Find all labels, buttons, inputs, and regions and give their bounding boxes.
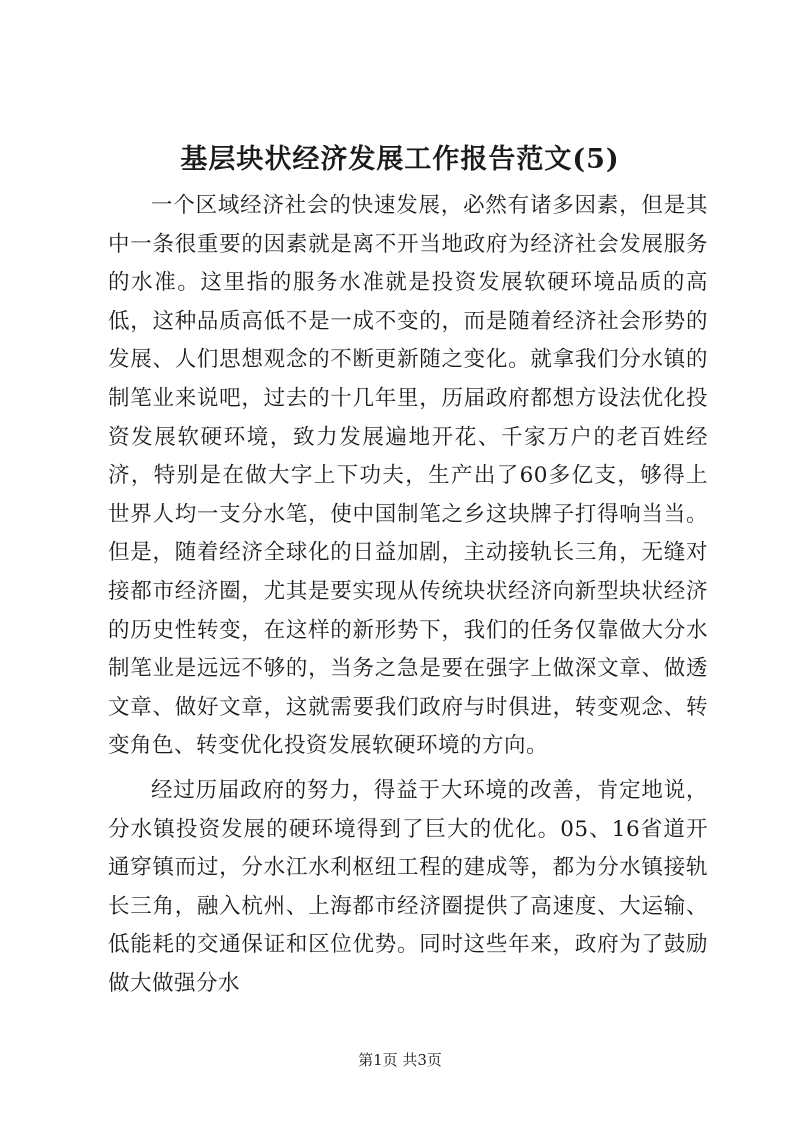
paragraph-1: 一个区域经济社会的快速发展，必然有诸多因素，但是其中一条很重要的因素就是离不开当地政府为经济社会发展服务的水准。这里指的服务水准就是投资发展软硬环境品质的高低，这种品质高低不是一成不变的，而是随着经济社会形势的发展、人们思想观念的不断更新随之变化。就拿我们分水镇的制笔业来说吧，过去的十几年里，历届政府都想方设法优化投资发展软硬环境，致力发展遍地开花、千家万户的老百姓经济，特别是在做大字上下功夫，生产出了60多亿支，够得上世界人均一支分水笔，使中国制笔之乡这块牌子打得响当当。但是，随着经济全球化的日益加剧，主动接轨长三角，无缝对接都市经济圈，尤其是要实现从传统块状经济向新型块状经济的历史性转变，在这样的新形势下，我们的任务仅靠做大分水制笔业是远远不够的，当务之急是要在强字上做深文章、做透文章、做好文章，这就需要我们政府与时俱进，转变观念、转变角色、转变优化投资发展软硬环境的方向。 [108, 193, 708, 759]
page-footer: 第1页 共3页 [358, 1051, 442, 1069]
document-body [108, 187, 708, 1009]
document-title: 基层块状经济发展工作报告范文(5) [180, 144, 620, 175]
paragraph-2: 经过历届政府的努力，得益于大环境的改善，肯定地说，分水镇投资发展的硬环境得到了巨大的优化。05、16省道开通穿镇而过，分水江水利枢纽工程的建成等，都为分水镇接轨长三角，融入杭州、上海都市经济圈提供了高速度、大运输、低能耗的交通保证和区位优势。同时这些年来，政府为了鼓励做大做强分水 [108, 777, 708, 996]
